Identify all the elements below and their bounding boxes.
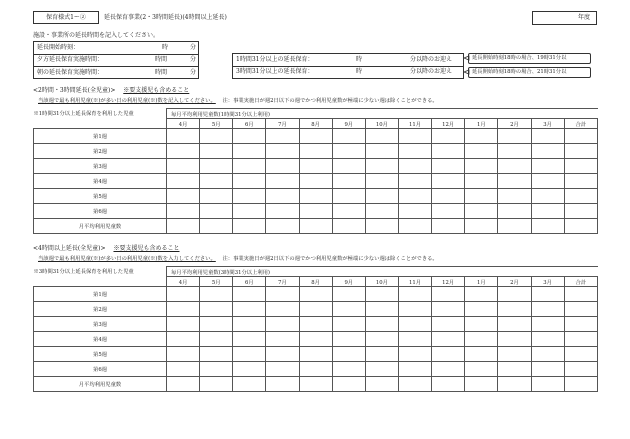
average-row	[34, 377, 598, 392]
month-header: 5月	[200, 119, 233, 129]
count-cell[interactable]	[233, 287, 266, 302]
section2-table-body	[34, 267, 598, 392]
count-cell[interactable]	[498, 144, 531, 159]
table-row	[34, 347, 598, 362]
count-cell[interactable]	[432, 317, 465, 332]
count-cell[interactable]	[266, 317, 299, 332]
instruction-text: 当該週で最も利用児童(※)が多い日の利用児童(※)数を入力してください。	[38, 256, 216, 262]
count-cell[interactable]	[498, 347, 531, 362]
count-cell[interactable]	[200, 317, 233, 332]
table-row	[34, 332, 598, 347]
section-heading-note: ※要支援児も含めること	[123, 87, 190, 94]
count-cell[interactable]	[332, 204, 365, 219]
count-cell[interactable]	[299, 332, 332, 347]
year-box[interactable]	[532, 11, 597, 25]
count-cell[interactable]	[564, 174, 597, 189]
count-cell[interactable]	[299, 347, 332, 362]
pickup-row-2[interactable]	[233, 66, 463, 78]
table-title: 毎月平均利用児童数(1時間31分以上利用)	[167, 109, 598, 119]
count-cell[interactable]	[498, 332, 531, 347]
count-cell[interactable]	[432, 287, 465, 302]
month-header: 3月	[531, 119, 564, 129]
count-cell[interactable]	[266, 174, 299, 189]
week-label: 第3週	[34, 317, 167, 332]
count-cell[interactable]	[167, 287, 200, 302]
pickup-unit1: 時	[356, 56, 363, 63]
month-header: 2月	[498, 277, 531, 287]
count-cell[interactable]	[564, 129, 597, 144]
count-cell[interactable]	[365, 287, 398, 302]
count-cell[interactable]	[266, 287, 299, 302]
table-row	[34, 159, 598, 174]
count-cell[interactable]	[398, 287, 431, 302]
count-cell[interactable]	[564, 362, 597, 377]
month-header: 10月	[365, 119, 398, 129]
average-cell[interactable]	[432, 219, 465, 234]
count-cell[interactable]	[299, 129, 332, 144]
total-header: 合計	[564, 119, 597, 129]
average-cell[interactable]	[332, 219, 365, 234]
table-row	[34, 287, 598, 302]
count-cell[interactable]	[498, 302, 531, 317]
table-row	[34, 144, 598, 159]
pickup-times-box	[232, 53, 464, 79]
callout-pointers	[462, 52, 472, 80]
average-label: 月平均利用児童数	[34, 219, 167, 234]
count-cell[interactable]	[465, 174, 498, 189]
count-cell[interactable]	[531, 174, 564, 189]
count-cell[interactable]	[398, 204, 431, 219]
week-label: 第2週	[34, 144, 167, 159]
count-cell[interactable]	[167, 302, 200, 317]
count-cell[interactable]	[498, 362, 531, 377]
count-cell[interactable]	[564, 204, 597, 219]
count-cell[interactable]	[299, 287, 332, 302]
count-cell[interactable]	[332, 159, 365, 174]
count-cell[interactable]	[498, 129, 531, 144]
count-cell[interactable]	[365, 174, 398, 189]
count-cell[interactable]	[332, 302, 365, 317]
form-label-box	[33, 11, 99, 24]
count-cell[interactable]	[365, 302, 398, 317]
count-cell[interactable]	[332, 347, 365, 362]
average-cell[interactable]	[365, 219, 398, 234]
month-header: 12月	[432, 277, 465, 287]
month-header: 1月	[465, 277, 498, 287]
count-cell[interactable]	[200, 332, 233, 347]
pickup-label: 3時間31分以上の延長保育：	[236, 68, 314, 75]
count-cell[interactable]	[200, 362, 233, 377]
count-cell[interactable]	[531, 332, 564, 347]
average-cell[interactable]	[531, 219, 564, 234]
count-cell[interactable]	[531, 204, 564, 219]
average-cell[interactable]	[200, 377, 233, 392]
average-cell[interactable]	[498, 377, 531, 392]
count-cell[interactable]	[564, 144, 597, 159]
month-header: 3月	[531, 277, 564, 287]
count-cell[interactable]	[299, 159, 332, 174]
week-label: 第6週	[34, 362, 167, 377]
count-cell[interactable]	[299, 317, 332, 332]
week-label: 第3週	[34, 159, 167, 174]
time-row-unit1: 時間	[155, 56, 168, 63]
count-cell[interactable]	[531, 129, 564, 144]
count-cell[interactable]	[332, 317, 365, 332]
month-header: 8月	[299, 119, 332, 129]
count-cell[interactable]	[233, 129, 266, 144]
table-row	[34, 204, 598, 219]
count-cell[interactable]	[498, 159, 531, 174]
count-cell[interactable]	[233, 347, 266, 362]
count-cell[interactable]	[564, 159, 597, 174]
count-cell[interactable]	[332, 144, 365, 159]
count-cell[interactable]	[365, 129, 398, 144]
count-cell[interactable]	[465, 204, 498, 219]
count-cell[interactable]	[465, 332, 498, 347]
count-cell[interactable]	[398, 144, 431, 159]
instruction-note: 注：事業実施日が週2日以下の週でかつ利用児童数が極端に少ない週は除くことができる。	[222, 98, 438, 104]
count-cell[interactable]	[167, 332, 200, 347]
pickup-unit1: 時	[356, 68, 363, 75]
count-cell[interactable]	[233, 159, 266, 174]
count-cell[interactable]	[200, 129, 233, 144]
table-row	[34, 174, 598, 189]
count-cell[interactable]	[266, 362, 299, 377]
count-cell[interactable]	[398, 317, 431, 332]
count-cell[interactable]	[299, 189, 332, 204]
table-title-row	[34, 267, 598, 277]
time-row-unit1: 時間	[155, 69, 168, 76]
count-cell[interactable]	[233, 302, 266, 317]
count-cell[interactable]	[432, 302, 465, 317]
count-cell[interactable]	[432, 204, 465, 219]
count-cell[interactable]	[498, 189, 531, 204]
average-cell[interactable]	[233, 219, 266, 234]
month-header: 4月	[167, 277, 200, 287]
month-header: 4月	[167, 119, 200, 129]
week-label: 第2週	[34, 302, 167, 317]
section1-instruction	[38, 99, 438, 104]
count-cell[interactable]	[266, 189, 299, 204]
month-header: 11月	[398, 119, 431, 129]
count-cell[interactable]	[365, 317, 398, 332]
count-cell[interactable]	[432, 362, 465, 377]
week-label: 第4週	[34, 332, 167, 347]
count-cell[interactable]	[564, 302, 597, 317]
count-cell[interactable]	[365, 204, 398, 219]
time-row-label: 朝の延長保育実施時間：	[37, 69, 104, 76]
week-label: 第1週	[34, 287, 167, 302]
pickup-unit2: 分以降のお迎え	[410, 56, 453, 63]
count-cell[interactable]	[365, 347, 398, 362]
count-cell[interactable]	[233, 174, 266, 189]
total-header: 合計	[564, 277, 597, 287]
average-cell[interactable]	[233, 377, 266, 392]
count-cell[interactable]	[266, 302, 299, 317]
count-cell[interactable]	[398, 347, 431, 362]
count-cell[interactable]	[398, 362, 431, 377]
count-cell[interactable]	[498, 287, 531, 302]
count-cell[interactable]	[531, 362, 564, 377]
count-cell[interactable]	[432, 144, 465, 159]
count-cell[interactable]	[266, 347, 299, 362]
week-label: 第6週	[34, 204, 167, 219]
table-title: 毎月平均利用児童数(3時間31分以上利用)	[167, 267, 598, 277]
average-cell[interactable]	[498, 219, 531, 234]
count-cell[interactable]	[266, 129, 299, 144]
average-cell[interactable]	[299, 377, 332, 392]
time-row-unit2: 分	[190, 69, 197, 76]
sub-label: ※3時間31分以上延長保育を利用した児童	[33, 268, 134, 275]
count-cell[interactable]	[365, 362, 398, 377]
count-cell[interactable]	[531, 317, 564, 332]
average-cell[interactable]	[564, 377, 597, 392]
month-header: 8月	[299, 277, 332, 287]
section2-instruction	[38, 257, 438, 262]
count-cell[interactable]	[432, 174, 465, 189]
count-cell[interactable]	[498, 204, 531, 219]
count-cell[interactable]	[432, 129, 465, 144]
count-cell[interactable]	[465, 347, 498, 362]
month-header-row	[34, 119, 598, 129]
count-cell[interactable]	[167, 362, 200, 377]
count-cell[interactable]	[332, 287, 365, 302]
count-cell[interactable]	[332, 129, 365, 144]
count-cell[interactable]	[365, 159, 398, 174]
count-cell[interactable]	[200, 144, 233, 159]
pickup-unit2: 分以降のお迎え	[410, 68, 453, 75]
header-blank-cell	[34, 119, 167, 129]
count-cell[interactable]	[531, 144, 564, 159]
count-cell[interactable]	[465, 189, 498, 204]
form-title: 延長保育事業(2・3時間延長)(4時間以上延長)	[104, 14, 227, 21]
section-heading-note: ※要支援児も含めること	[113, 245, 180, 252]
instruction-text: 当該週で最も利用児童(※)が多い日の利用児童(※)数を記入してください。	[38, 98, 216, 104]
count-cell[interactable]	[531, 302, 564, 317]
average-row	[34, 219, 598, 234]
table-row	[34, 362, 598, 377]
count-cell[interactable]	[266, 204, 299, 219]
average-cell[interactable]	[200, 219, 233, 234]
month-header: 9月	[332, 119, 365, 129]
count-cell[interactable]	[167, 129, 200, 144]
count-cell[interactable]	[432, 332, 465, 347]
count-cell[interactable]	[398, 332, 431, 347]
count-cell[interactable]	[465, 362, 498, 377]
pickup-note-text: 延長開始時刻18時の場合、21時31分以	[472, 69, 567, 75]
count-cell[interactable]	[465, 317, 498, 332]
average-cell[interactable]	[531, 377, 564, 392]
time-row-morning[interactable]	[34, 66, 198, 78]
time-row-label: 延長開始時刻：	[37, 44, 80, 51]
section1-heading	[33, 88, 189, 94]
instruction-note: 注：事業実施日が週2日以下の週でかつ利用児童数が極端に少ない週は除くことができる。	[222, 256, 438, 262]
average-cell[interactable]	[167, 219, 200, 234]
count-cell[interactable]	[200, 204, 233, 219]
month-header: 9月	[332, 277, 365, 287]
count-cell[interactable]	[498, 174, 531, 189]
count-cell[interactable]	[531, 159, 564, 174]
average-cell[interactable]	[266, 219, 299, 234]
average-cell[interactable]	[398, 377, 431, 392]
month-header: 11月	[398, 277, 431, 287]
count-cell[interactable]	[200, 174, 233, 189]
count-cell[interactable]	[200, 302, 233, 317]
average-cell[interactable]	[266, 377, 299, 392]
time-row-unit1: 時	[162, 44, 169, 51]
section2-table	[33, 266, 598, 392]
count-cell[interactable]	[564, 347, 597, 362]
count-cell[interactable]	[564, 287, 597, 302]
count-cell[interactable]	[432, 189, 465, 204]
extension-times-box	[33, 41, 199, 79]
month-header-row	[34, 277, 598, 287]
count-cell[interactable]	[332, 174, 365, 189]
count-cell[interactable]	[266, 159, 299, 174]
section-heading: <4時間以上延長(全児童)>	[33, 245, 106, 252]
count-cell[interactable]	[432, 347, 465, 362]
count-cell[interactable]	[233, 332, 266, 347]
count-cell[interactable]	[465, 144, 498, 159]
week-label: 第4週	[34, 174, 167, 189]
count-cell[interactable]	[365, 332, 398, 347]
average-cell[interactable]	[398, 219, 431, 234]
month-header: 7月	[266, 119, 299, 129]
count-cell[interactable]	[465, 287, 498, 302]
count-cell[interactable]	[398, 159, 431, 174]
count-cell[interactable]	[398, 302, 431, 317]
month-header: 1月	[465, 119, 498, 129]
week-label: 第5週	[34, 189, 167, 204]
average-cell[interactable]	[465, 219, 498, 234]
count-cell[interactable]	[167, 174, 200, 189]
month-header: 2月	[498, 119, 531, 129]
form-label: 保育様式1ー②	[46, 13, 86, 21]
month-header: 10月	[365, 277, 398, 287]
pickup-note-1	[468, 53, 591, 64]
time-row-unit2: 分	[190, 44, 197, 51]
time-row-label: 夕方延長保育実施時間：	[37, 56, 104, 63]
table-row	[34, 317, 598, 332]
count-cell[interactable]	[498, 317, 531, 332]
week-label: 第5週	[34, 347, 167, 362]
month-header: 5月	[200, 277, 233, 287]
count-cell[interactable]	[531, 189, 564, 204]
average-cell[interactable]	[432, 377, 465, 392]
count-cell[interactable]	[200, 347, 233, 362]
count-cell[interactable]	[465, 159, 498, 174]
table-row	[34, 129, 598, 144]
average-cell[interactable]	[465, 377, 498, 392]
header-blank-cell	[34, 277, 167, 287]
table-row	[34, 189, 598, 204]
count-cell[interactable]	[398, 189, 431, 204]
intro-text: 施設・事業所の延長時間を記入してください。	[33, 32, 160, 39]
count-cell[interactable]	[531, 287, 564, 302]
count-cell[interactable]	[365, 144, 398, 159]
count-cell[interactable]	[465, 302, 498, 317]
pickup-note-2	[468, 67, 591, 78]
month-header: 7月	[266, 277, 299, 287]
count-cell[interactable]	[200, 287, 233, 302]
sub-label: ※1時間31分以上延長保育を利用した児童	[33, 110, 134, 117]
count-cell[interactable]	[299, 362, 332, 377]
year-label: 年度	[577, 14, 590, 21]
count-cell[interactable]	[233, 204, 266, 219]
pickup-label: 1時間31分以上の延長保育：	[236, 56, 314, 63]
count-cell[interactable]	[167, 204, 200, 219]
section1-table	[33, 108, 598, 234]
table-title-row	[34, 109, 598, 119]
count-cell[interactable]	[167, 159, 200, 174]
count-cell[interactable]	[332, 332, 365, 347]
count-cell[interactable]	[398, 174, 431, 189]
pickup-note-text: 延長開始時刻18時の場合、19時31分以	[472, 55, 567, 61]
average-cell[interactable]	[564, 219, 597, 234]
month-header: 6月	[233, 119, 266, 129]
average-cell[interactable]	[167, 377, 200, 392]
count-cell[interactable]	[233, 362, 266, 377]
count-cell[interactable]	[167, 189, 200, 204]
count-cell[interactable]	[465, 129, 498, 144]
section-heading: <2時間・3時間延長(全児童)>	[33, 87, 116, 94]
count-cell[interactable]	[564, 332, 597, 347]
count-cell[interactable]	[167, 144, 200, 159]
average-cell[interactable]	[299, 219, 332, 234]
count-cell[interactable]	[266, 332, 299, 347]
average-cell[interactable]	[332, 377, 365, 392]
count-cell[interactable]	[167, 347, 200, 362]
count-cell[interactable]	[398, 129, 431, 144]
section2-heading	[33, 246, 180, 252]
count-cell[interactable]	[564, 317, 597, 332]
count-cell[interactable]	[200, 189, 233, 204]
month-header: 6月	[233, 277, 266, 287]
count-cell[interactable]	[432, 159, 465, 174]
time-row-unit2: 分	[190, 56, 197, 63]
table-row	[34, 302, 598, 317]
count-cell[interactable]	[531, 347, 564, 362]
count-cell[interactable]	[299, 174, 332, 189]
count-cell[interactable]	[365, 189, 398, 204]
count-cell[interactable]	[332, 362, 365, 377]
count-cell[interactable]	[167, 317, 200, 332]
count-cell[interactable]	[299, 204, 332, 219]
count-cell[interactable]	[233, 317, 266, 332]
month-header: 12月	[432, 119, 465, 129]
count-cell[interactable]	[299, 302, 332, 317]
count-cell[interactable]	[200, 159, 233, 174]
count-cell[interactable]	[564, 189, 597, 204]
average-label: 月平均利用児童数	[34, 377, 167, 392]
count-cell[interactable]	[332, 189, 365, 204]
average-cell[interactable]	[365, 377, 398, 392]
week-label: 第1週	[34, 129, 167, 144]
count-cell[interactable]	[233, 189, 266, 204]
count-cell[interactable]	[266, 144, 299, 159]
section1-table-body	[34, 109, 598, 234]
count-cell[interactable]	[233, 144, 266, 159]
count-cell[interactable]	[299, 144, 332, 159]
